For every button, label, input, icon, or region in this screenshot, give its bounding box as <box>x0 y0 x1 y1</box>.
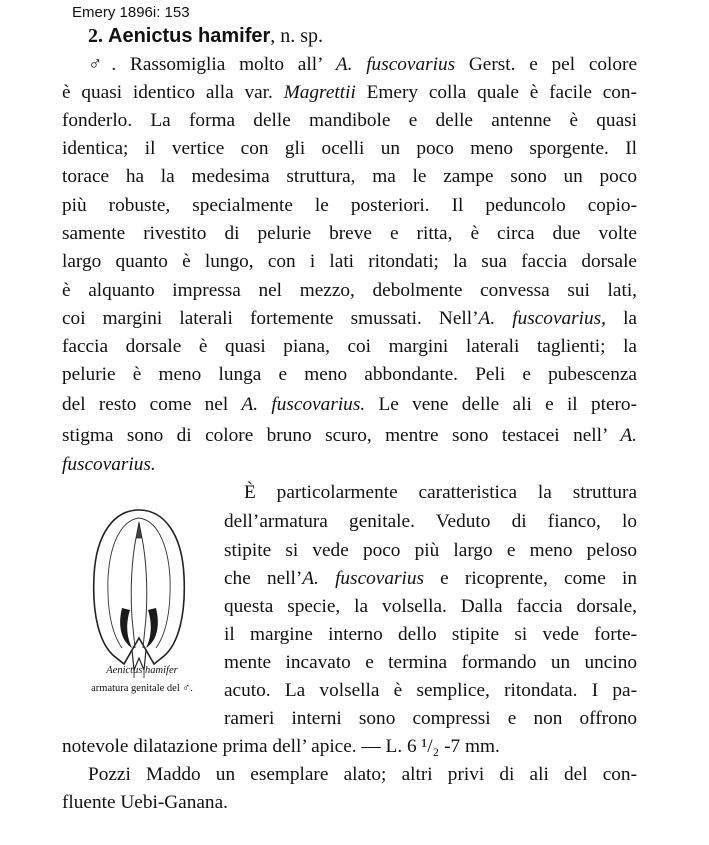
text-span: mente incavato e termina formando un uncino <box>224 652 637 673</box>
text-line <box>62 453 637 477</box>
page-reference: Emery 1896i: 153 <box>72 4 190 21</box>
text-span: questa specie, la volsella. Dalla faccia dorsale, <box>224 596 637 617</box>
text-span: fonderlo. La forma delle mandibole e delle antenne è quasi <box>62 110 637 131</box>
text-span: il margine interno dello stipite si vede forte- <box>224 624 637 645</box>
italic-span: A. fuscovarius, <box>478 308 606 329</box>
text-span: del resto come nel <box>62 394 242 415</box>
text-line <box>62 335 637 359</box>
text-line <box>224 679 637 703</box>
text-span: pelurie è meno lunga e meno abbondante. Peli e pubescenza <box>62 364 637 385</box>
text-line <box>62 137 637 161</box>
text-line <box>88 53 637 77</box>
text-span: largo quanto è lungo, con i lati ritondati; la sua faccia dorsale <box>62 251 637 272</box>
text-line <box>224 510 637 534</box>
text-line <box>62 363 637 387</box>
text-span: acuto. La volsella è semplice, ritondata. I pa- <box>224 680 637 701</box>
text-line <box>62 307 637 331</box>
text-line <box>62 194 637 218</box>
text-span: fluente Uebi-Ganana. <box>62 792 228 813</box>
text-line <box>62 424 637 448</box>
text-span: è quasi identico alla var. <box>62 82 284 103</box>
text-line <box>62 165 637 189</box>
text-span: dell’armatura genitale. Veduto di fianco, lo <box>224 511 637 532</box>
text-span: stigma sono di colore bruno scuro, mentre sono testacei nell’ <box>62 425 621 446</box>
text-line <box>62 735 637 759</box>
figure-caption-title: Aenictus hamifer <box>106 665 178 676</box>
text-span: la <box>605 308 637 329</box>
text-span: coi margini laterali fortemente smussati. Nell’ <box>62 308 479 329</box>
italic-span: A. fuscovarius <box>302 568 424 589</box>
text-span: e ricoprente, come in <box>423 568 637 589</box>
italic-span: Magrettii <box>283 82 356 103</box>
italic-span: fuscovarius. <box>62 454 156 475</box>
text-line <box>224 623 637 647</box>
text-line <box>224 539 637 563</box>
text-span: più robuste, specialmente le posteriori. Il peduncolo copio- <box>62 195 637 216</box>
text-span: notevole dilatazione prima dell’ apice. — L. 6 ¹/₂ -7 mm. <box>62 736 500 757</box>
text-span: samente rivestito di pelurie breve e ritta, è circa due volte <box>62 223 637 244</box>
species-number: 2. <box>88 25 103 47</box>
italic-span: A. fuscovarius <box>335 54 456 75</box>
text-line <box>62 279 637 303</box>
text-span: è alquanto impressa nel mezzo, debolmente convessa sui lati, <box>62 280 637 301</box>
text-line <box>224 567 637 591</box>
text-span: identica; il vertice con gli ocelli un poco meno sporgente. Il <box>62 138 637 159</box>
text-line <box>62 250 637 274</box>
text-line <box>62 222 637 246</box>
figure-caption-sub: armatura genitale del ♂. <box>91 683 193 694</box>
text-line <box>88 763 637 787</box>
text-line <box>244 481 637 505</box>
text-span: torace ha la medesima struttura, ma le zampe sono un poco <box>62 166 637 187</box>
text-line <box>62 109 637 133</box>
text-line <box>224 651 637 675</box>
text-span: stipite si vede poco più largo e meno peloso <box>224 540 637 561</box>
species-suffix: , n. sp. <box>270 25 324 47</box>
text-span: Pozzi Maddo un esemplare alato; altri privi di ali del con- <box>88 764 637 785</box>
text-line <box>62 791 637 815</box>
text-line <box>224 707 637 731</box>
species-heading <box>88 25 323 48</box>
text-line <box>62 81 637 105</box>
text-span: che nell’ <box>224 568 303 589</box>
text-span: Emery colla quale è facile con- <box>355 82 637 103</box>
italic-span: A. fuscovarius. <box>241 394 366 415</box>
text-span: Le vene delle ali e il ptero- <box>365 394 637 415</box>
species-name: Aenictus hamifer <box>108 25 271 47</box>
text-span: rameri interni sono compressi e non offrono <box>224 708 637 729</box>
text-span: ♂. Rassomiglia molto all’ <box>88 54 336 75</box>
text-span: Gerst. e pel colore <box>455 54 638 75</box>
italic-span: A. <box>620 425 637 446</box>
text-line <box>224 595 637 619</box>
text-line <box>62 393 637 417</box>
text-span: faccia dorsale è quasi piana, coi margini laterali taglienti; la <box>62 336 637 357</box>
text-span: È particolarmente caratteristica la struttura <box>244 482 637 503</box>
